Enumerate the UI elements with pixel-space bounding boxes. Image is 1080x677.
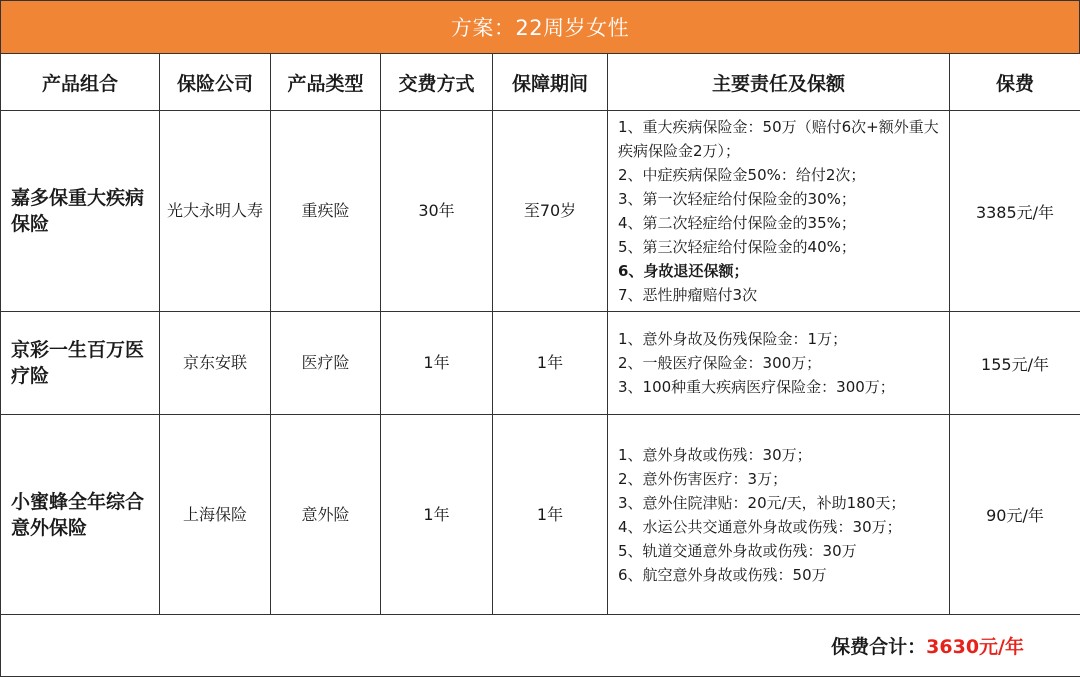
coverage-period: 1年 bbox=[493, 415, 608, 615]
duty-line: 7、恶性肿瘤赔付3次 bbox=[618, 283, 943, 307]
header-product: 产品组合 bbox=[1, 54, 160, 111]
duty-line: 6、航空意外身故或伤残：50万 bbox=[618, 563, 943, 587]
header-period: 保障期间 bbox=[493, 54, 608, 111]
product-type: 重疾险 bbox=[271, 111, 381, 312]
duty-line: 2、意外伤害医疗：3万； bbox=[618, 467, 943, 491]
duty-line: 2、一般医疗保险金：300万； bbox=[618, 351, 943, 375]
product-name: 京彩一生百万医疗险 bbox=[1, 312, 160, 415]
table-row bbox=[1, 415, 1080, 615]
header-type: 产品类型 bbox=[271, 54, 381, 111]
duty-line: 4、水运公共交通意外身故或伤残：30万； bbox=[618, 515, 943, 539]
duty-line: 4、第二次轻症给付保险金的35%； bbox=[618, 211, 943, 235]
header-fee: 保费 bbox=[950, 54, 1080, 111]
duty-line: 1、意外身故或伤残：30万； bbox=[618, 443, 943, 467]
company-name: 光大永明人寿 bbox=[160, 111, 271, 312]
duty-line: 3、100种重大疾病医疗保险金：300万； bbox=[618, 375, 943, 399]
premium: 155元/年 bbox=[950, 312, 1080, 415]
premium: 3385元/年 bbox=[950, 111, 1080, 312]
payment-term: 1年 bbox=[381, 312, 493, 415]
premium: 90元/年 bbox=[950, 415, 1080, 615]
duties-cell bbox=[608, 312, 950, 415]
plan-title: 方案：22周岁女性 bbox=[0, 0, 1080, 54]
duty-line: 3、意外住院津贴：20元/天，补助180天； bbox=[618, 491, 943, 515]
product-type: 意外险 bbox=[271, 415, 381, 615]
product-type: 医疗险 bbox=[271, 312, 381, 415]
table-row bbox=[1, 111, 1080, 312]
header-duties: 主要责任及保额 bbox=[608, 54, 950, 111]
total-row bbox=[1, 615, 1080, 677]
duty-line: 5、第三次轻症给付保险金的40%； bbox=[618, 235, 943, 259]
product-name: 小蜜蜂全年综合意外保险 bbox=[1, 415, 160, 615]
total-label: 保费合计： bbox=[831, 636, 926, 658]
header-company: 保险公司 bbox=[160, 54, 271, 111]
header-payment: 交费方式 bbox=[381, 54, 493, 111]
plan-table bbox=[0, 53, 1080, 677]
duty-line: 1、意外身故及伤残保险金：1万； bbox=[618, 327, 943, 351]
payment-term: 1年 bbox=[381, 415, 493, 615]
company-name: 京东安联 bbox=[160, 312, 271, 415]
total-cell bbox=[1, 615, 1080, 677]
duty-line: 2、中症疾病保险金50%：给付2次； bbox=[618, 163, 943, 187]
duty-line: 6、身故退还保额； bbox=[618, 259, 943, 283]
table-header-row bbox=[1, 54, 1080, 111]
total-value: 3630元/年 bbox=[926, 636, 1024, 658]
table-row bbox=[1, 312, 1080, 415]
duties-cell bbox=[608, 111, 950, 312]
duty-line: 1、重大疾病保险金：50万（赔付6次+额外重大疾病保险金2万）； bbox=[618, 115, 943, 163]
product-name: 嘉多保重大疾病保险 bbox=[1, 111, 160, 312]
payment-term: 30年 bbox=[381, 111, 493, 312]
company-name: 上海保险 bbox=[160, 415, 271, 615]
coverage-period: 至70岁 bbox=[493, 111, 608, 312]
coverage-period: 1年 bbox=[493, 312, 608, 415]
duty-line: 5、轨道交通意外身故或伤残：30万 bbox=[618, 539, 943, 563]
duty-line: 3、第一次轻症给付保险金的30%； bbox=[618, 187, 943, 211]
duties-cell bbox=[608, 415, 950, 615]
